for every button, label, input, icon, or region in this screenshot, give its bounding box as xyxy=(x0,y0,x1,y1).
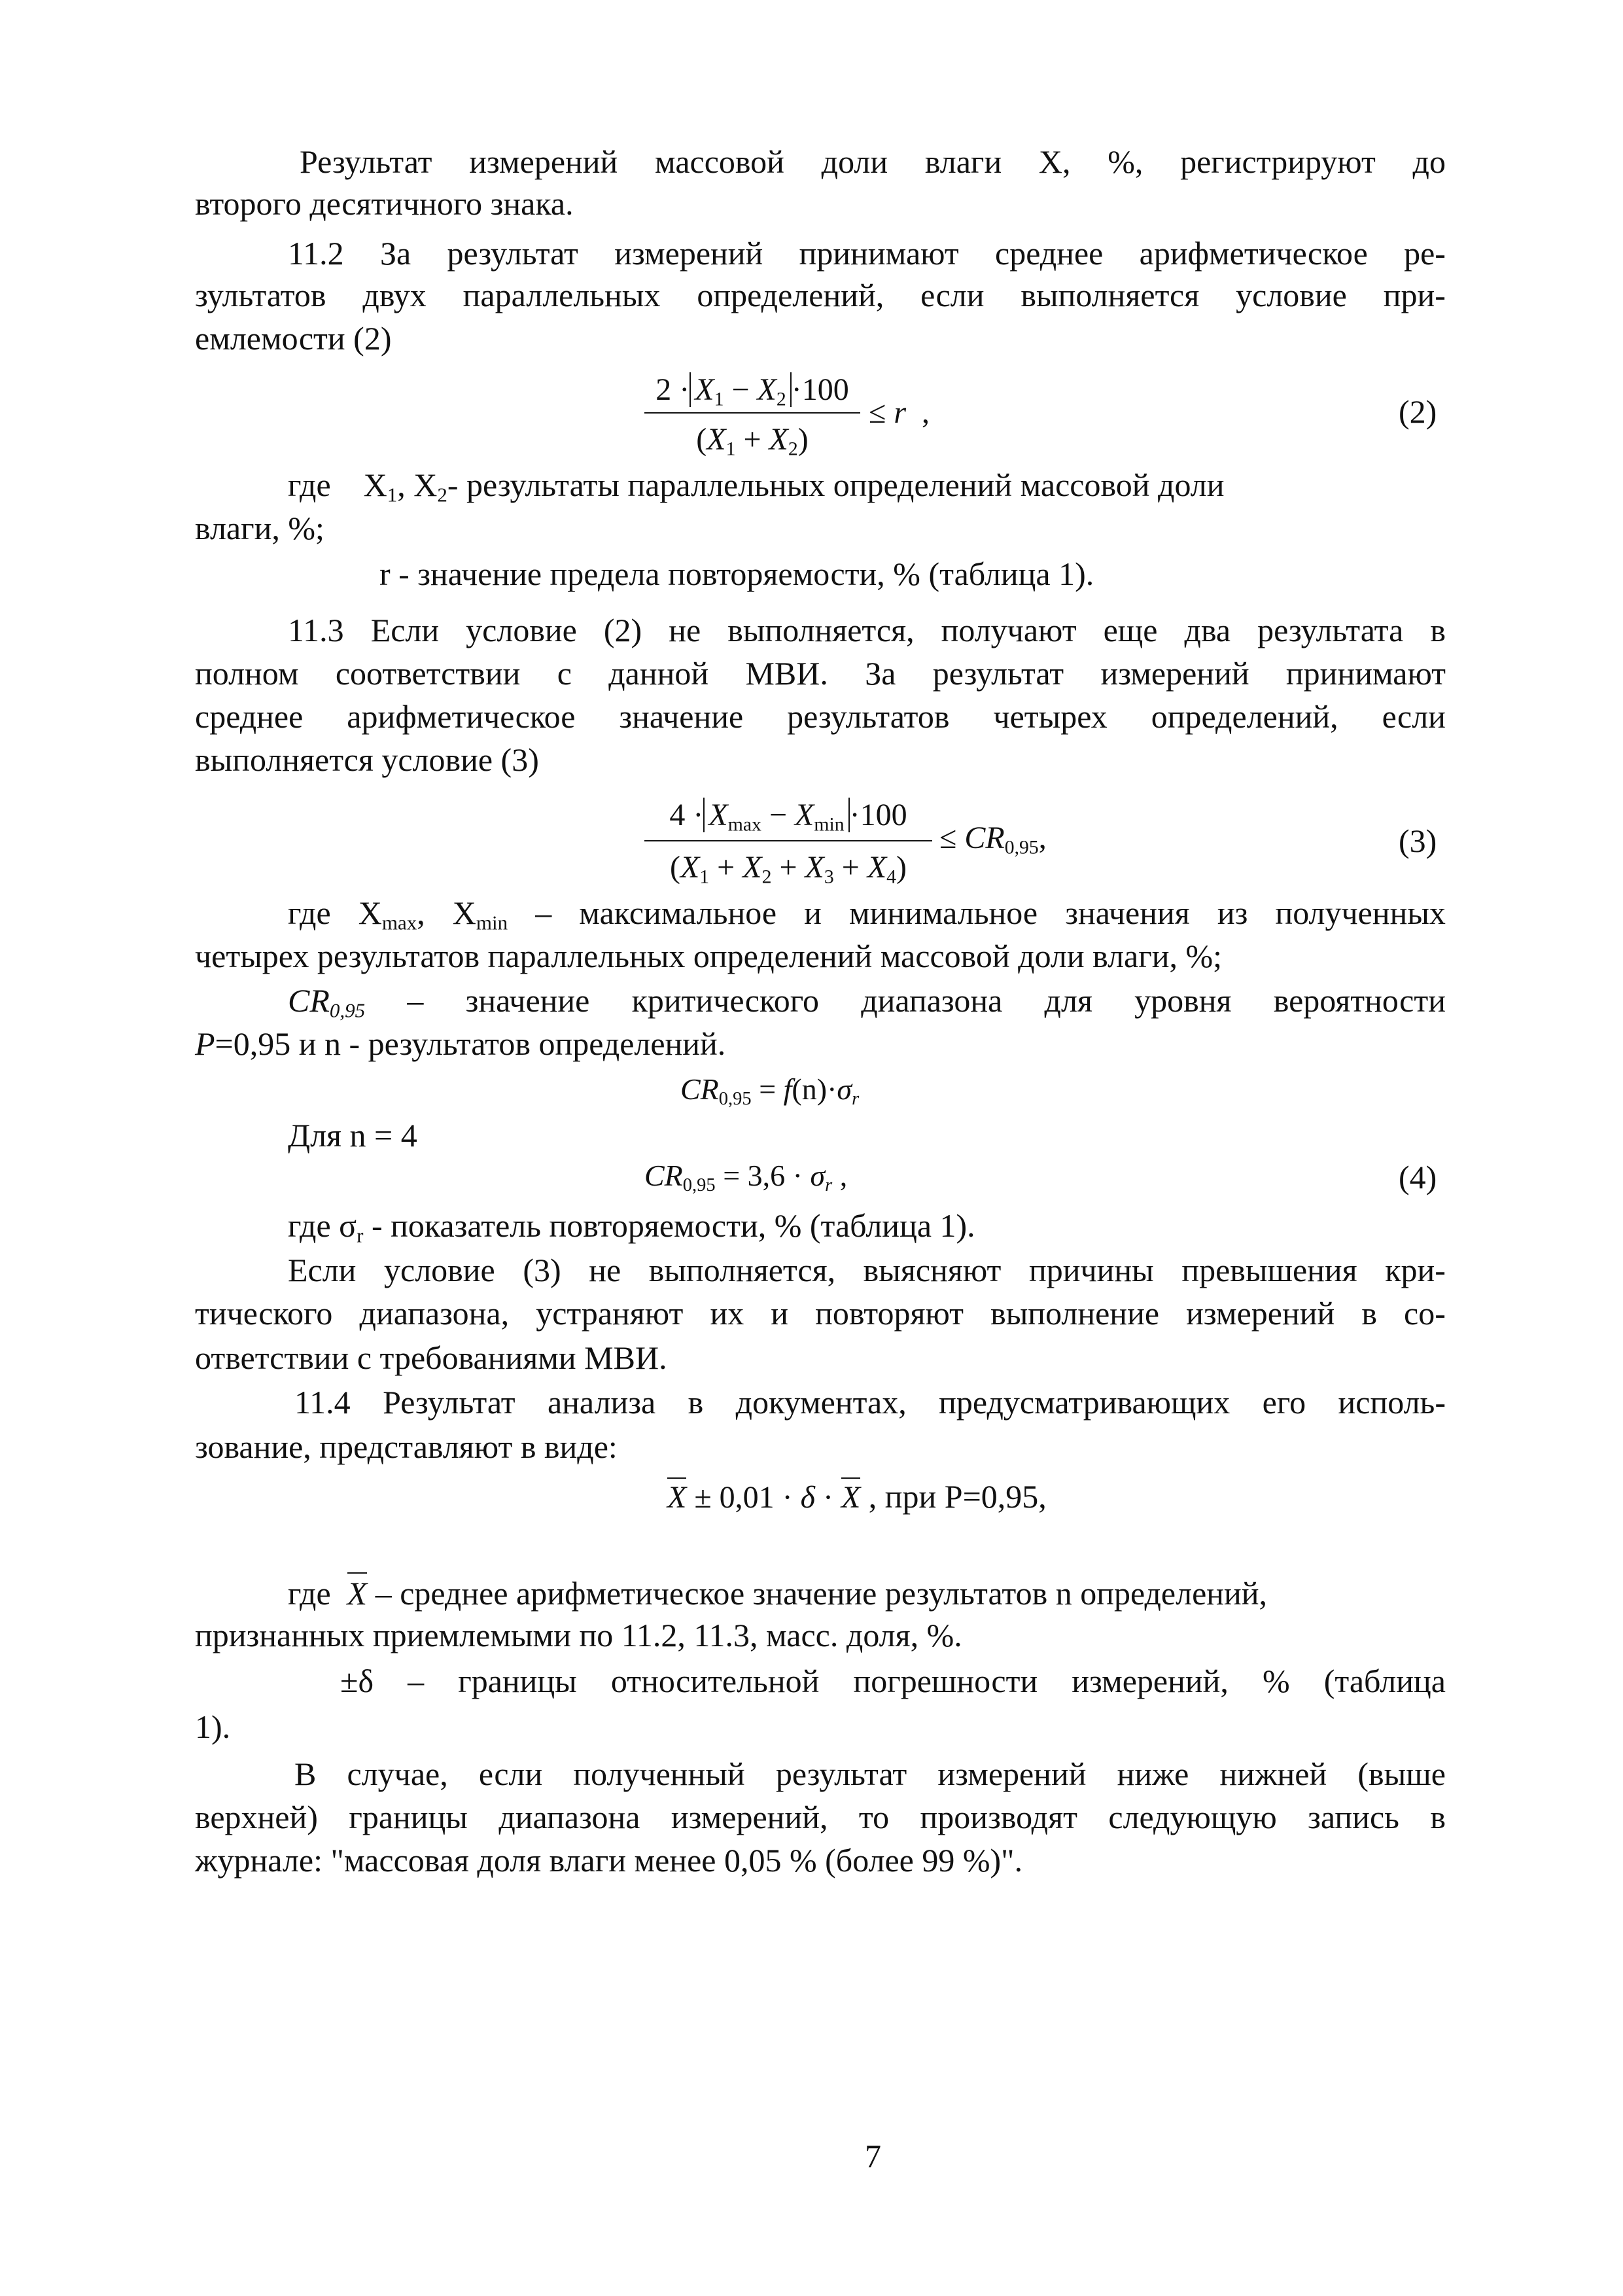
page-number: 7 xyxy=(865,2138,881,2174)
formula-cr: CR0,95 = f(n)·σr xyxy=(680,1072,860,1109)
word: двух xyxy=(362,277,427,313)
word: с xyxy=(557,655,572,692)
word: среднее xyxy=(995,235,1104,272)
word: определений, xyxy=(1151,698,1338,735)
where2-line1 xyxy=(288,894,1446,934)
word: то xyxy=(858,1799,890,1835)
word: выполнение xyxy=(990,1295,1160,1332)
word: результата xyxy=(1257,612,1404,648)
word: МВИ. xyxy=(745,655,828,692)
word: из xyxy=(1217,894,1248,931)
formula-3-bar xyxy=(644,840,932,841)
word: значение xyxy=(619,698,744,735)
word: полученный xyxy=(573,1756,745,1792)
word: ±δ xyxy=(340,1663,374,1699)
formula-2-number: (2) xyxy=(1399,393,1437,430)
word: до xyxy=(1412,143,1446,180)
word: минимальное xyxy=(848,894,1038,931)
word: в xyxy=(1430,1799,1446,1835)
word: ре- xyxy=(1404,235,1446,272)
word: критического xyxy=(631,982,820,1019)
word: $CR_{0,95}$ xyxy=(288,982,366,1022)
word: значения xyxy=(1065,894,1190,931)
where4-line1: где X – среднее арифметическое значение результатов n определений, xyxy=(288,1577,1267,1610)
p5-line2: зование, представляют в виде: xyxy=(195,1428,618,1465)
word: измерений xyxy=(1100,655,1249,692)
p5-line1 xyxy=(294,1386,1446,1419)
word: измерений xyxy=(937,1756,1087,1792)
word: и xyxy=(771,1295,789,1332)
word: в xyxy=(1361,1295,1377,1332)
word: границы xyxy=(349,1799,468,1835)
word: относительной xyxy=(610,1663,820,1699)
word: границы xyxy=(458,1663,577,1699)
word: верхней) xyxy=(195,1799,318,1835)
word: измерений xyxy=(469,143,618,180)
p2-line3: емлемости (2) xyxy=(195,320,392,357)
word: причины xyxy=(1028,1252,1154,1288)
p3-line4: выполняется условие (3) xyxy=(195,741,539,778)
word: полученных xyxy=(1275,894,1446,931)
word: выполняется xyxy=(1021,277,1200,313)
word: результат xyxy=(447,235,578,272)
formula-3-numerator: 4 · Xmax − Xmin ·100 xyxy=(669,798,907,836)
word: результат xyxy=(932,655,1064,692)
p3-line3 xyxy=(195,700,1446,733)
word: параллельных xyxy=(462,277,661,313)
word: диапазона xyxy=(861,982,1003,1019)
formula-3-number: (3) xyxy=(1399,822,1437,859)
p3-line1 xyxy=(288,614,1446,646)
word: результатов xyxy=(787,698,950,735)
word: тического xyxy=(195,1295,333,1332)
word: и xyxy=(804,894,822,931)
formula-2-bar xyxy=(644,412,860,414)
word: погрешности xyxy=(853,1663,1038,1699)
word: если xyxy=(478,1756,543,1792)
where4-line4: 1). xyxy=(195,1708,231,1745)
word: выполняется, xyxy=(727,612,915,648)
word: следующую xyxy=(1108,1799,1277,1835)
word: В xyxy=(294,1756,317,1792)
p4-line2 xyxy=(195,1297,1446,1330)
word: для xyxy=(1044,982,1092,1019)
word: % xyxy=(1263,1663,1290,1699)
where4-line2: признанных приемлемыми по 11.2, 11.3, масс. доля, %. xyxy=(195,1617,962,1653)
word: принимают xyxy=(1285,655,1446,692)
word: нижней xyxy=(1219,1756,1327,1792)
word: выполняется, xyxy=(648,1252,836,1288)
word: если xyxy=(920,277,985,313)
p6-line2 xyxy=(195,1801,1446,1833)
word: в xyxy=(1430,612,1446,648)
word: со- xyxy=(1404,1295,1446,1332)
word: 11.3 xyxy=(288,612,344,648)
word: устраняют xyxy=(536,1295,684,1332)
word: условие xyxy=(384,1252,495,1288)
word: еще xyxy=(1103,612,1158,648)
word: арифметическое xyxy=(1139,235,1368,272)
where1-line3: r - значение предела повторяемости, % (таблица 1). xyxy=(379,556,1094,592)
word: получают xyxy=(941,612,1077,648)
where1-line1: где $X_1$, $X_2-$ результаты параллельных определений массовой доли xyxy=(288,467,1225,506)
where4-line3 xyxy=(340,1665,1446,1697)
word: если xyxy=(1382,698,1446,735)
word: при- xyxy=(1383,277,1446,313)
word: среднее xyxy=(195,698,304,735)
where2-line2: четырех результатов параллельных определений массовой доли влаги, %; xyxy=(195,938,1223,974)
word: исполь- xyxy=(1338,1384,1446,1421)
where3-line: где $\sigma_r$ - показатель повторяемости, % (таблица 1). xyxy=(288,1207,975,1247)
for-n-line: Для n = 4 xyxy=(288,1117,417,1154)
formula-3-fraction xyxy=(644,790,932,889)
word: Если xyxy=(288,1252,357,1288)
p1-line1 xyxy=(300,145,1446,178)
word: данной xyxy=(608,655,709,692)
word: производят xyxy=(920,1799,1077,1835)
where2-line4: P=0,95 и n - результатов определений. xyxy=(195,1025,726,1062)
word: Результат xyxy=(300,143,432,180)
word: измерений, xyxy=(671,1799,828,1835)
word: X, xyxy=(1038,143,1071,180)
word: результат xyxy=(775,1756,907,1792)
word: – xyxy=(407,982,424,1019)
word: принимают xyxy=(799,235,959,272)
word: определений, xyxy=(697,277,884,313)
p4-line1 xyxy=(288,1254,1446,1286)
p6-line3: журнале: "массовая доля влаги менее 0,05 % (более 99 %)". xyxy=(195,1842,1023,1879)
word: не xyxy=(589,1252,621,1288)
where2-line3 xyxy=(288,982,1446,1022)
where1-line2: влаги, %; xyxy=(195,510,324,546)
word: кри- xyxy=(1385,1252,1446,1288)
word: За xyxy=(379,235,411,272)
formula-3-rhs: ≤ CR0,95, xyxy=(939,821,1047,858)
word: где xyxy=(288,894,331,931)
p6-line1 xyxy=(294,1757,1446,1790)
word: За xyxy=(865,655,896,692)
word: 11.2 xyxy=(288,235,344,272)
word: соответствии xyxy=(335,655,521,692)
formula-result: X ± 0,01 · δ · X , при P=0,95, xyxy=(667,1478,1047,1515)
formula-4: CR0,95 = 3,6 · σr , xyxy=(644,1159,848,1195)
word: арифметическое xyxy=(347,698,576,735)
word: (таблица xyxy=(1323,1663,1446,1699)
word: документах, xyxy=(735,1384,907,1421)
word: случае, xyxy=(347,1756,448,1792)
word: (2) xyxy=(603,612,642,648)
word: доли xyxy=(821,143,888,180)
word: (3) xyxy=(523,1252,561,1288)
formula-4-number: (4) xyxy=(1399,1159,1437,1195)
word: ниже xyxy=(1117,1756,1189,1792)
word: уровня xyxy=(1134,982,1232,1019)
p4-line3: ответствии с требованиями МВИ. xyxy=(195,1339,667,1376)
formula-2-rhs: ≤ r , xyxy=(869,395,930,430)
formula-2-fraction xyxy=(644,365,860,463)
p1-line2: второго десятичного знака. xyxy=(195,185,574,222)
word: условие xyxy=(1236,277,1347,313)
word: четырех xyxy=(993,698,1108,735)
word: %, xyxy=(1108,143,1143,180)
word: запись xyxy=(1308,1799,1399,1835)
word: $X_{max}$, xyxy=(358,894,425,934)
word: измерений, xyxy=(1072,1663,1229,1699)
word: максимальное xyxy=(579,894,777,931)
word: два xyxy=(1184,612,1231,648)
word: $X_{min}$ xyxy=(452,894,508,934)
word: значение xyxy=(465,982,590,1019)
word: в xyxy=(688,1384,704,1421)
word: анализа xyxy=(547,1384,656,1421)
p2-line1 xyxy=(288,237,1446,270)
word: повторяют xyxy=(815,1295,964,1332)
word: влаги xyxy=(924,143,1002,180)
word: выясняют xyxy=(863,1252,1002,1288)
word: 11.4 xyxy=(294,1384,351,1421)
formula-2-denominator: (X1 + X2) xyxy=(696,422,809,460)
word: не xyxy=(669,612,701,648)
word: регистрируют xyxy=(1180,143,1376,180)
word: (выше xyxy=(1357,1756,1446,1792)
word: Если xyxy=(370,612,440,648)
word: их xyxy=(710,1295,744,1332)
word: превышения xyxy=(1181,1252,1357,1288)
word: измерений xyxy=(1186,1295,1335,1332)
word: – xyxy=(535,894,552,931)
word: полном xyxy=(195,655,299,692)
word: зультатов xyxy=(195,277,326,313)
word: его xyxy=(1262,1384,1306,1421)
p3-line2 xyxy=(195,657,1446,690)
word: – xyxy=(408,1663,425,1699)
word: диапазона xyxy=(498,1799,640,1835)
word: Результат xyxy=(383,1384,515,1421)
word: массовой xyxy=(655,143,784,180)
word: диапазона, xyxy=(359,1295,510,1332)
p2-line2 xyxy=(195,279,1446,311)
formula-3-denominator: (X1 + X2 + X3 + X4) xyxy=(669,850,907,888)
word: вероятности xyxy=(1273,982,1446,1019)
word: условие xyxy=(466,612,577,648)
word: измерений xyxy=(614,235,763,272)
formula-2-numerator: 2 · X1 − X2 ·100 xyxy=(655,372,849,410)
word: предусматривающих xyxy=(939,1384,1230,1421)
